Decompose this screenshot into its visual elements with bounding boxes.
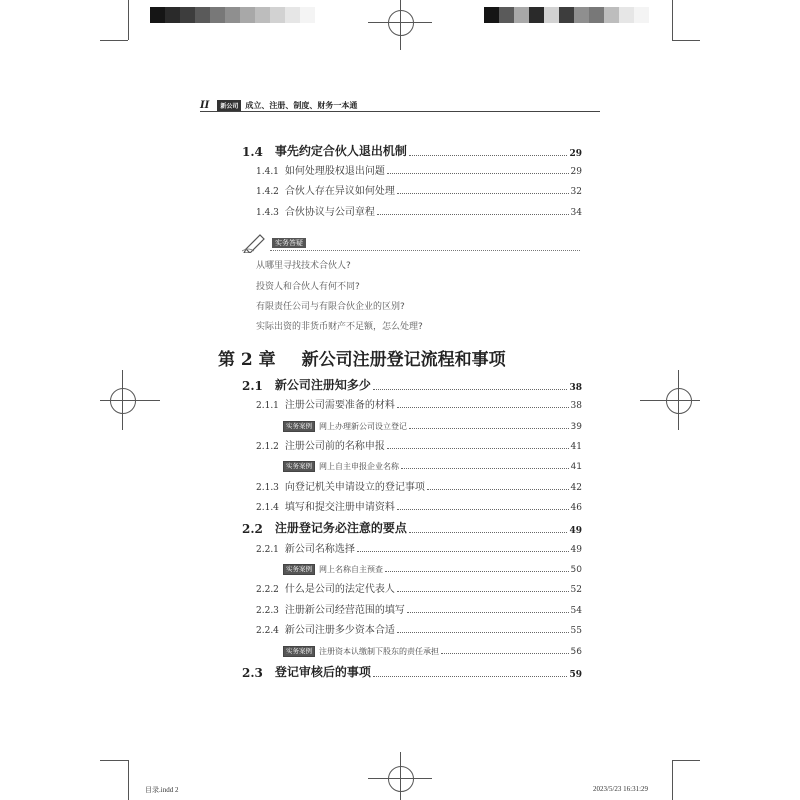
color-swatch: [559, 7, 574, 23]
toc-title: 新公司注册多少资本合适: [284, 625, 395, 636]
toc-number: 2.2.3: [256, 606, 279, 616]
color-swatch: [634, 7, 649, 23]
case-tag: 实务案例: [283, 646, 315, 657]
toc-page-number: 38: [569, 383, 582, 393]
toc-section[interactable]: [242, 520, 582, 536]
toc-subsection[interactable]: [256, 163, 582, 177]
toc-title: 网上办理新公司设立登记: [319, 422, 407, 431]
toc-page-number: 32: [570, 187, 582, 197]
toc-number: 2.3: [242, 666, 263, 680]
qa-divider: [270, 250, 580, 251]
color-swatch: [300, 7, 315, 23]
dot-leader: [409, 531, 568, 533]
registration-mark: [388, 766, 414, 792]
color-swatch: [529, 7, 544, 23]
color-swatch: [514, 7, 529, 23]
color-swatch: [180, 7, 195, 23]
color-swatch: [270, 7, 285, 23]
color-swatch: [604, 7, 619, 23]
toc-case[interactable]: [283, 418, 582, 432]
dot-leader: [357, 550, 569, 552]
registration-mark: [388, 10, 414, 36]
toc-section[interactable]: [242, 143, 582, 159]
toc-title: 注册公司需要准备的材料: [284, 400, 395, 411]
dot-leader: [373, 675, 568, 677]
color-swatch: [225, 7, 240, 23]
toc-title: 合伙协议与公司章程: [284, 207, 375, 218]
toc-page-number: 29: [570, 167, 582, 177]
dot-leader: [441, 652, 569, 654]
toc-number: 2.1.2: [256, 442, 279, 452]
toc-subsection[interactable]: [256, 622, 582, 636]
toc-case[interactable]: [283, 561, 582, 575]
toc-number: 1.4: [242, 145, 263, 159]
toc-page-number: 55: [570, 626, 582, 636]
toc-page-number: 54: [570, 606, 582, 616]
dot-leader: [397, 508, 569, 510]
crop-mark: [128, 0, 129, 40]
qa-item: 有限责任公司与有限合伙企业的区别?: [256, 302, 405, 312]
dot-leader: [397, 590, 569, 592]
book-badge: 新公司: [217, 100, 241, 111]
color-swatch: [240, 7, 255, 23]
toc-case[interactable]: [283, 458, 582, 472]
page-folio: II: [200, 99, 210, 111]
toc-title: 向登记机关申请设立的登记事项: [284, 482, 425, 493]
toc-subsection[interactable]: [256, 397, 582, 411]
toc-title: 如何处理股权退出问题: [284, 166, 385, 177]
dot-leader: [385, 570, 569, 572]
toc-number: 2.1.3: [256, 483, 279, 493]
chapter-number: 第 2 章: [218, 350, 276, 370]
color-swatch: [484, 7, 499, 23]
case-tag: 实务案例: [283, 461, 315, 472]
crop-mark: [100, 760, 128, 761]
dot-leader: [409, 154, 568, 156]
toc-number: 1.4.2: [256, 187, 279, 197]
slug-filename: 目录.indd 2: [145, 786, 179, 794]
toc-title: 网上名称自主预查: [319, 565, 383, 574]
chapter-title: 新公司注册登记流程和事项: [301, 350, 506, 370]
toc-page-number: 49: [570, 545, 582, 555]
toc-title: 注册公司前的名称申报: [284, 441, 385, 452]
toc-title: 网上自主申报企业名称: [319, 462, 399, 471]
toc-page-number: 34: [570, 208, 582, 218]
color-bar-left: [150, 7, 315, 23]
color-swatch: [165, 7, 180, 23]
toc-page-number: 39: [570, 422, 582, 432]
toc-number: 2.1: [242, 379, 263, 393]
color-swatch: [195, 7, 210, 23]
dot-leader: [387, 447, 569, 449]
dot-leader: [409, 427, 569, 429]
toc-subsection[interactable]: [256, 479, 582, 493]
dot-leader: [397, 631, 569, 633]
pencil-icon: [242, 233, 270, 253]
toc-section[interactable]: [242, 664, 582, 680]
toc-number: 2.2.1: [256, 545, 279, 555]
dot-leader: [407, 611, 569, 613]
toc-subsection[interactable]: [256, 541, 582, 555]
toc-subsection[interactable]: [256, 581, 582, 595]
toc-page-number: 38: [570, 401, 582, 411]
color-swatch: [285, 7, 300, 23]
dot-leader: [401, 467, 569, 469]
crop-mark: [672, 760, 673, 800]
dot-leader: [373, 388, 568, 390]
toc-title: 合伙人存在异议如何处理: [284, 186, 395, 197]
crop-mark: [672, 40, 700, 41]
toc-page-number: 42: [570, 483, 582, 493]
color-swatch: [210, 7, 225, 23]
toc-page-number: 41: [570, 442, 582, 452]
qa-item: 投资人和合伙人有何不同?: [256, 282, 360, 292]
qa-label: 实务答疑: [272, 238, 306, 248]
color-bar-right: [484, 7, 649, 23]
toc-title: 填写和提交注册申请资料: [284, 502, 395, 513]
crop-mark: [672, 760, 700, 761]
slug-timestamp: 2023/5/23 16:31:29: [593, 785, 649, 793]
dot-leader: [397, 406, 569, 408]
toc-title: 登记审核后的事项: [274, 665, 371, 679]
toc-subsection[interactable]: [256, 183, 582, 197]
toc-page-number: 50: [570, 565, 582, 575]
toc-page-number: 41: [570, 462, 582, 472]
dot-leader: [427, 488, 569, 490]
toc-section[interactable]: [242, 377, 582, 393]
dot-leader: [377, 213, 569, 215]
header-rule: [200, 111, 600, 112]
color-swatch: [589, 7, 604, 23]
toc-subsection[interactable]: [256, 438, 582, 452]
toc-number: 2.1.4: [256, 503, 279, 513]
running-header: [200, 98, 600, 112]
case-tag: 实务案例: [283, 564, 315, 575]
toc-number: 2.2.4: [256, 626, 279, 636]
toc-title: 注册登记务必注意的要点: [274, 521, 407, 535]
chapter-heading: [218, 345, 506, 370]
toc-subsection[interactable]: [256, 204, 582, 218]
toc-number: 2.2.2: [256, 585, 279, 595]
dot-leader: [397, 192, 569, 194]
toc-number: 1.4.3: [256, 208, 279, 218]
color-swatch: [150, 7, 165, 23]
color-swatch: [619, 7, 634, 23]
toc-title: 注册新公司经营范围的填写: [284, 605, 405, 616]
color-swatch: [574, 7, 589, 23]
crop-mark: [672, 0, 673, 40]
color-swatch: [255, 7, 270, 23]
registration-mark: [666, 388, 692, 414]
toc-subsection[interactable]: [256, 499, 582, 513]
toc-page-number: 29: [569, 149, 582, 159]
toc-page-number: 59: [569, 670, 582, 680]
qa-item: 从哪里寻找技术合伙人?: [256, 261, 351, 271]
case-tag: 实务案例: [283, 421, 315, 432]
toc-title: 新公司注册知多少: [274, 378, 371, 392]
dot-leader: [387, 172, 569, 174]
crop-mark: [128, 760, 129, 800]
toc-title: 新公司名称选择: [284, 544, 355, 555]
toc-title: 事先约定合伙人退出机制: [274, 144, 407, 158]
color-swatch: [544, 7, 559, 23]
toc-number: 2.2: [242, 522, 263, 536]
toc-page-number: 46: [570, 503, 582, 513]
toc-title: 什么是公司的法定代表人: [284, 584, 395, 595]
toc-page-number: 49: [569, 526, 582, 536]
toc-number: 2.1.1: [256, 401, 279, 411]
toc-title: 注册资本认缴制下股东的责任承担: [319, 647, 439, 656]
qa-item: 实际出资的非货币财产不足额，怎么处理?: [256, 322, 423, 332]
color-swatch: [499, 7, 514, 23]
book-title: 成立、注册、制度、财务一本通: [245, 99, 358, 110]
toc-number: 1.4.1: [256, 167, 279, 177]
toc-case[interactable]: [283, 643, 582, 657]
toc-subsection[interactable]: [256, 602, 582, 616]
crop-mark: [100, 40, 128, 41]
toc-page-number: 52: [570, 585, 582, 595]
registration-mark: [110, 388, 136, 414]
toc-page-number: 56: [570, 647, 582, 657]
